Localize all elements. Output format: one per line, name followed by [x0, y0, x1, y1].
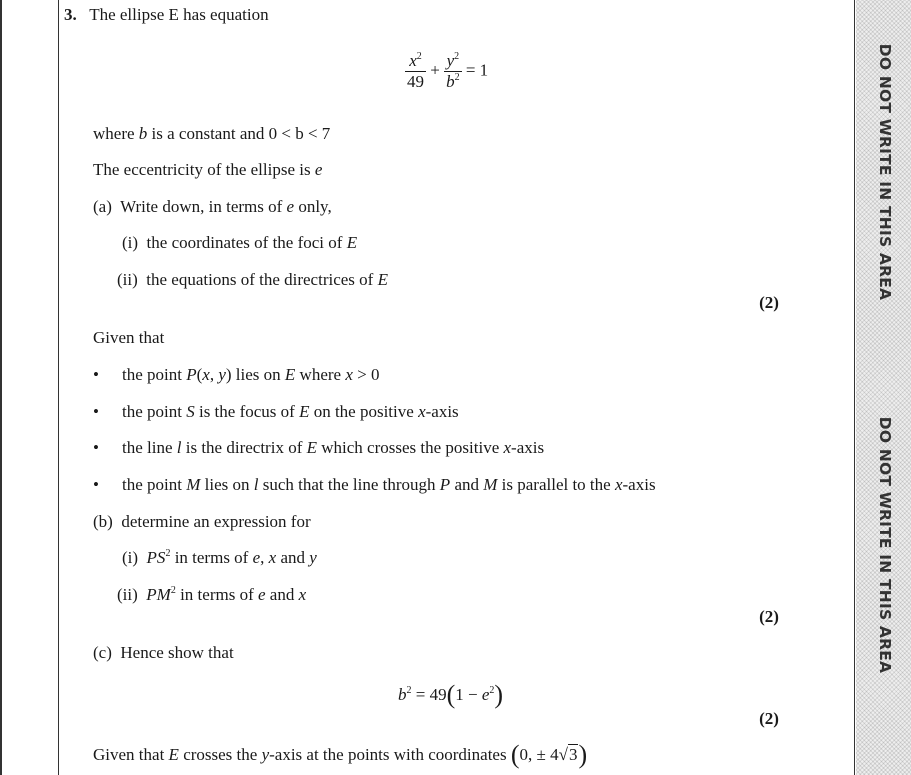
bullet-1-symbol: • — [93, 365, 99, 384]
part-a: (a) Write down, in terms of e only, — [93, 197, 332, 216]
bullet-2-symbol: • — [93, 402, 99, 421]
question-number: 3. — [64, 5, 77, 24]
part-c-label: (c) — [93, 643, 112, 662]
margin-warning-bottom: DO NOT WRITE IN THIS AREA — [876, 416, 894, 674]
y-fraction: $\frac{y^2}{b^2}$ — [446, 51, 460, 91]
part-a-marks: (2) — [759, 293, 779, 312]
part-c-marks: (2) — [759, 709, 779, 728]
bullet-2: the point S is the focus of E on the positive x-axis — [122, 402, 459, 421]
bullet-4: the point M lies on l such that the line through P and M is parallel to the x-axis — [122, 475, 656, 494]
part-b-i: (i) $PS^2$ in terms of e, x and y — [122, 548, 317, 567]
ellipse-equation — [405, 52, 488, 91]
part-b-label: (b) — [93, 512, 113, 531]
question-heading — [64, 5, 269, 25]
equals-one: = 1 — [465, 60, 489, 80]
part-a-ii: (ii) the equations of the directrices of E — [117, 270, 388, 289]
bullet-3-symbol: • — [93, 438, 99, 457]
part-c-equation: $b^2 = 49(1 - e^2)$ — [398, 680, 504, 709]
part-b: (b) determine an expression for — [93, 512, 311, 531]
left-border — [0, 0, 2, 775]
bullet-3: the line l is the directrix of E which crosses the positive x-axis — [122, 438, 545, 457]
part-a-label: (a) — [93, 197, 112, 216]
eccentricity-line: The eccentricity of the ellipse is e — [93, 160, 323, 179]
x-fraction: $\frac{x^2}{49}$ — [407, 51, 424, 91]
part-c: (c) Hence show that — [93, 643, 234, 662]
bullet-4-symbol: • — [93, 475, 99, 494]
part-b-ii: (ii) $PM^2$ in terms of e and x — [117, 585, 307, 604]
question-intro: The ellipse E has equation — [89, 5, 269, 24]
part-b-marks: (2) — [759, 607, 779, 626]
plus-sign: + — [430, 60, 440, 80]
condition-line: where b is a constant and 0 < b < 7 — [93, 124, 331, 143]
final-statement: Given that E crosses the y-axis at the points with coordinates (0, ± 4√3) — [93, 740, 588, 769]
margin-warning-top: DO NOT WRITE IN THIS AREA — [876, 43, 894, 301]
part-a-i: (i) the coordinates of the foci of E — [122, 233, 358, 252]
bullet-1: the point P(x, y) lies on E where x > 0 — [122, 365, 380, 384]
given-that: Given that — [93, 328, 165, 347]
